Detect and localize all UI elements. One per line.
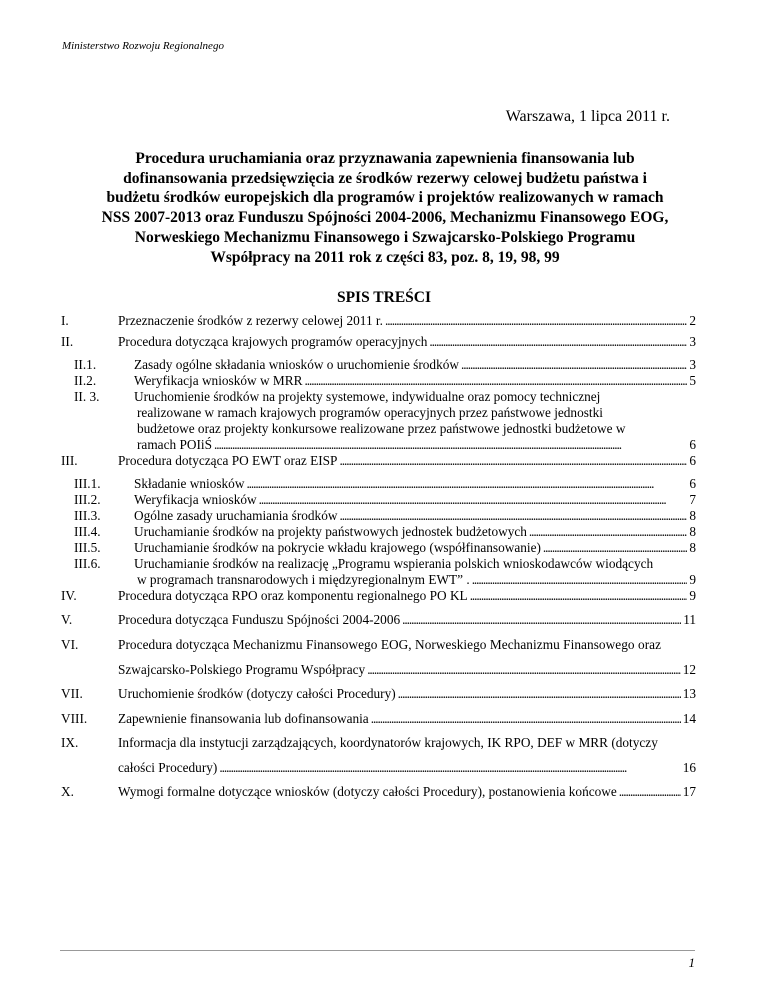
toc-entry-ii-1[interactable] [134,357,696,373]
toc-entry-text: Ogólne zasady uruchamiania środków [134,508,338,523]
title-line: budżetu środków europejskich dla programów i projektów realizowanych w ramach [106,189,664,207]
toc-number: IV. [61,588,77,603]
toc-leader [402,612,681,628]
toc-entry-text: Przeznaczenie środków z rezerwy celowej 2011 r. [118,313,383,328]
title-line: Procedura uruchamiania oraz przyznawania zapewnienia finansowania lub [135,150,635,167]
toc-leader [219,760,680,776]
toc-leader [259,492,688,508]
toc-entry-text: ramach POIiŚ [137,437,212,452]
toc-entry-iii-1[interactable] [134,476,696,492]
toc-entry-text: Weryfikacja wniosków w MRR [134,373,303,388]
toc-entry-text: Procedura dotycząca krajowych programów operacyjnych [118,334,428,349]
toc-number: III. [61,453,78,468]
toc-page-number: 6 [689,437,696,452]
toc-number: II. 3. [74,389,100,404]
toc-entry-text[interactable]: Informacja dla instytucji zarządzających, koordynatorów krajowych, IK RPO, DEF w MRR (dotyczy [118,735,658,750]
toc-entry-text: Uruchamianie środków na projekty państwowych jednostek budżetowych [134,524,527,539]
toc-entry-i[interactable] [118,313,696,329]
toc-entry-iii[interactable] [118,453,696,469]
toc-entry-text[interactable]: Uruchamianie środków na realizację „Programu wspierania polskich wnioskodawców wiodących [134,556,654,571]
toc-number: I. [61,313,69,328]
toc-entry-text: Uruchamianie środków na pokrycie wkładu krajowego (współfinansowanie) [134,540,541,555]
toc-entry-text: Procedura dotycząca PO EWT oraz EISP [118,453,338,468]
toc-leader [461,357,687,373]
toc-leader [529,524,687,540]
toc-entry-vi[interactable] [118,662,696,678]
toc-number: IX. [61,735,79,750]
toc-page-number: 2 [689,313,696,328]
toc-number: III.3. [74,508,101,523]
toc-entry-iii-2[interactable] [134,492,696,508]
toc-leader [339,453,687,469]
page-number: 1 [688,955,695,970]
toc-entry-text: Szwajcarsko-Polskiego Programu Współpracy [118,662,366,677]
toc-entry-viii[interactable] [118,711,696,727]
toc-leader [472,572,688,588]
title-line: Norweskiego Mechanizmu Finansowego i Szwajcarsko-Polskiego Programu [134,228,636,246]
ministry-header: Ministerstwo Rozwoju Regionalnego [62,40,224,52]
toc-page-number: 6 [689,453,696,468]
toc-number: VII. [61,686,83,701]
toc-entry-vii[interactable] [118,686,696,702]
toc-leader [543,540,687,556]
toc-page-number: 7 [689,492,696,507]
toc-number: II.1. [74,357,97,372]
toc-entry-ii[interactable] [118,334,696,350]
toc-entry-iii-6[interactable] [137,572,696,588]
toc-number: II. [61,334,74,349]
toc-entry-x[interactable] [118,784,696,800]
toc-entry-ii-3[interactable] [137,437,696,453]
toc-page-number: 13 [682,686,696,701]
toc-entry-text: Zapewnienie finansowania lub dofinansowania [118,711,369,726]
toc-heading: SPIS TREŚCI [336,289,432,306]
toc-leader [367,662,681,678]
toc-leader [371,711,681,727]
toc-leader [619,784,681,800]
toc-entry-iv[interactable] [118,588,696,604]
title-line: dofinansowania przedsięwzięcia ze środków rezerwy celowej budżetu państwa i [123,169,647,187]
footer-divider [60,950,695,951]
toc-entry-text[interactable]: Procedura dotycząca Mechanizmu Finansowego EOG, Norweskiego Mechanizmu Finansowego oraz [118,637,662,652]
document-date: Warszawa, 1 lipca 2011 r. [505,108,670,125]
toc-entry-text: Weryfikacja wniosków [134,492,257,507]
toc-number: III.2. [74,492,101,507]
toc-leader [385,313,687,329]
toc-entry-text[interactable]: Uruchomienie środków na projekty systemowe, indywidualne oraz pomocy technicznej [134,389,601,404]
title-line: Współpracy na 2011 rok z części 83, poz. 8, 19, 98, 99 [210,248,560,266]
toc-entry-v[interactable] [118,612,696,628]
toc-entry-iii-4[interactable] [134,524,696,540]
toc-leader [246,476,687,492]
toc-page-number: 8 [689,540,696,555]
toc-entry-text: Zasady ogólne składania wniosków o uruchomienie środków [134,357,459,372]
toc-entry-ix[interactable] [118,760,696,776]
toc-page-number: 8 [689,508,696,523]
document-title [60,149,710,267]
toc-page-number: 9 [689,588,696,603]
toc-entry-text: Procedura dotycząca Funduszu Spójności 2004-2006 [118,612,401,627]
toc-leader [470,588,688,604]
toc-leader [398,686,681,702]
toc-entry-text[interactable]: budżetowe oraz projekty konkursowe realizowane przez państwowe jednostki budżetowe w [137,421,626,436]
toc-entry-text: Procedura dotycząca RPO oraz komponentu regionalnego PO KL [118,588,468,603]
toc-number: III.6. [74,556,101,571]
toc-entry-text: Uruchomienie środków (dotyczy całości Procedury) [118,686,396,701]
toc-page-number: 9 [689,572,696,587]
toc-number: VIII. [61,711,88,726]
toc-entry-text: całości Procedury) [118,760,218,775]
toc-entry-text: Składanie wniosków [134,476,245,491]
toc-entry-iii-5[interactable] [134,540,696,556]
toc-entry-text: w programach transnarodowych i międzyregionalnym EWT” . [137,572,470,587]
toc-entry-text: Wymogi formalne dotyczące wniosków (dotyczy całości Procedury), postanowienia końcowe [118,784,617,799]
toc-number: X. [61,784,74,799]
toc-entry-ii-2[interactable] [134,373,696,389]
toc-number: V. [61,612,73,627]
toc-leader [304,373,687,389]
toc-page-number: 16 [682,760,696,775]
title-line: NSS 2007-2013 oraz Funduszu Spójności 2004-2006, Mechanizmu Finansowego EOG, [101,209,669,227]
toc-entry-iii-3[interactable] [134,508,696,524]
toc-leader [214,437,687,453]
toc-page-number: 8 [689,524,696,539]
toc-number: III.1. [74,476,101,491]
toc-page-number: 3 [689,334,696,349]
toc-page-number: 11 [683,612,696,627]
toc-page-number: 12 [682,662,696,677]
toc-entry-text[interactable]: realizowane w ramach krajowych programów operacyjnych przez państwowe jednostki [137,405,603,420]
toc-number: VI. [61,637,79,652]
toc-number: II.2. [74,373,97,388]
toc-page-number: 3 [689,357,696,372]
toc-page-number: 6 [689,476,696,491]
toc-page-number: 5 [689,373,696,388]
toc-page-number: 17 [682,784,696,799]
toc-number: III.4. [74,524,101,539]
toc-page-number: 14 [682,711,696,726]
toc-number: III.5. [74,540,101,555]
toc-leader [339,508,687,524]
toc-leader [429,334,687,350]
